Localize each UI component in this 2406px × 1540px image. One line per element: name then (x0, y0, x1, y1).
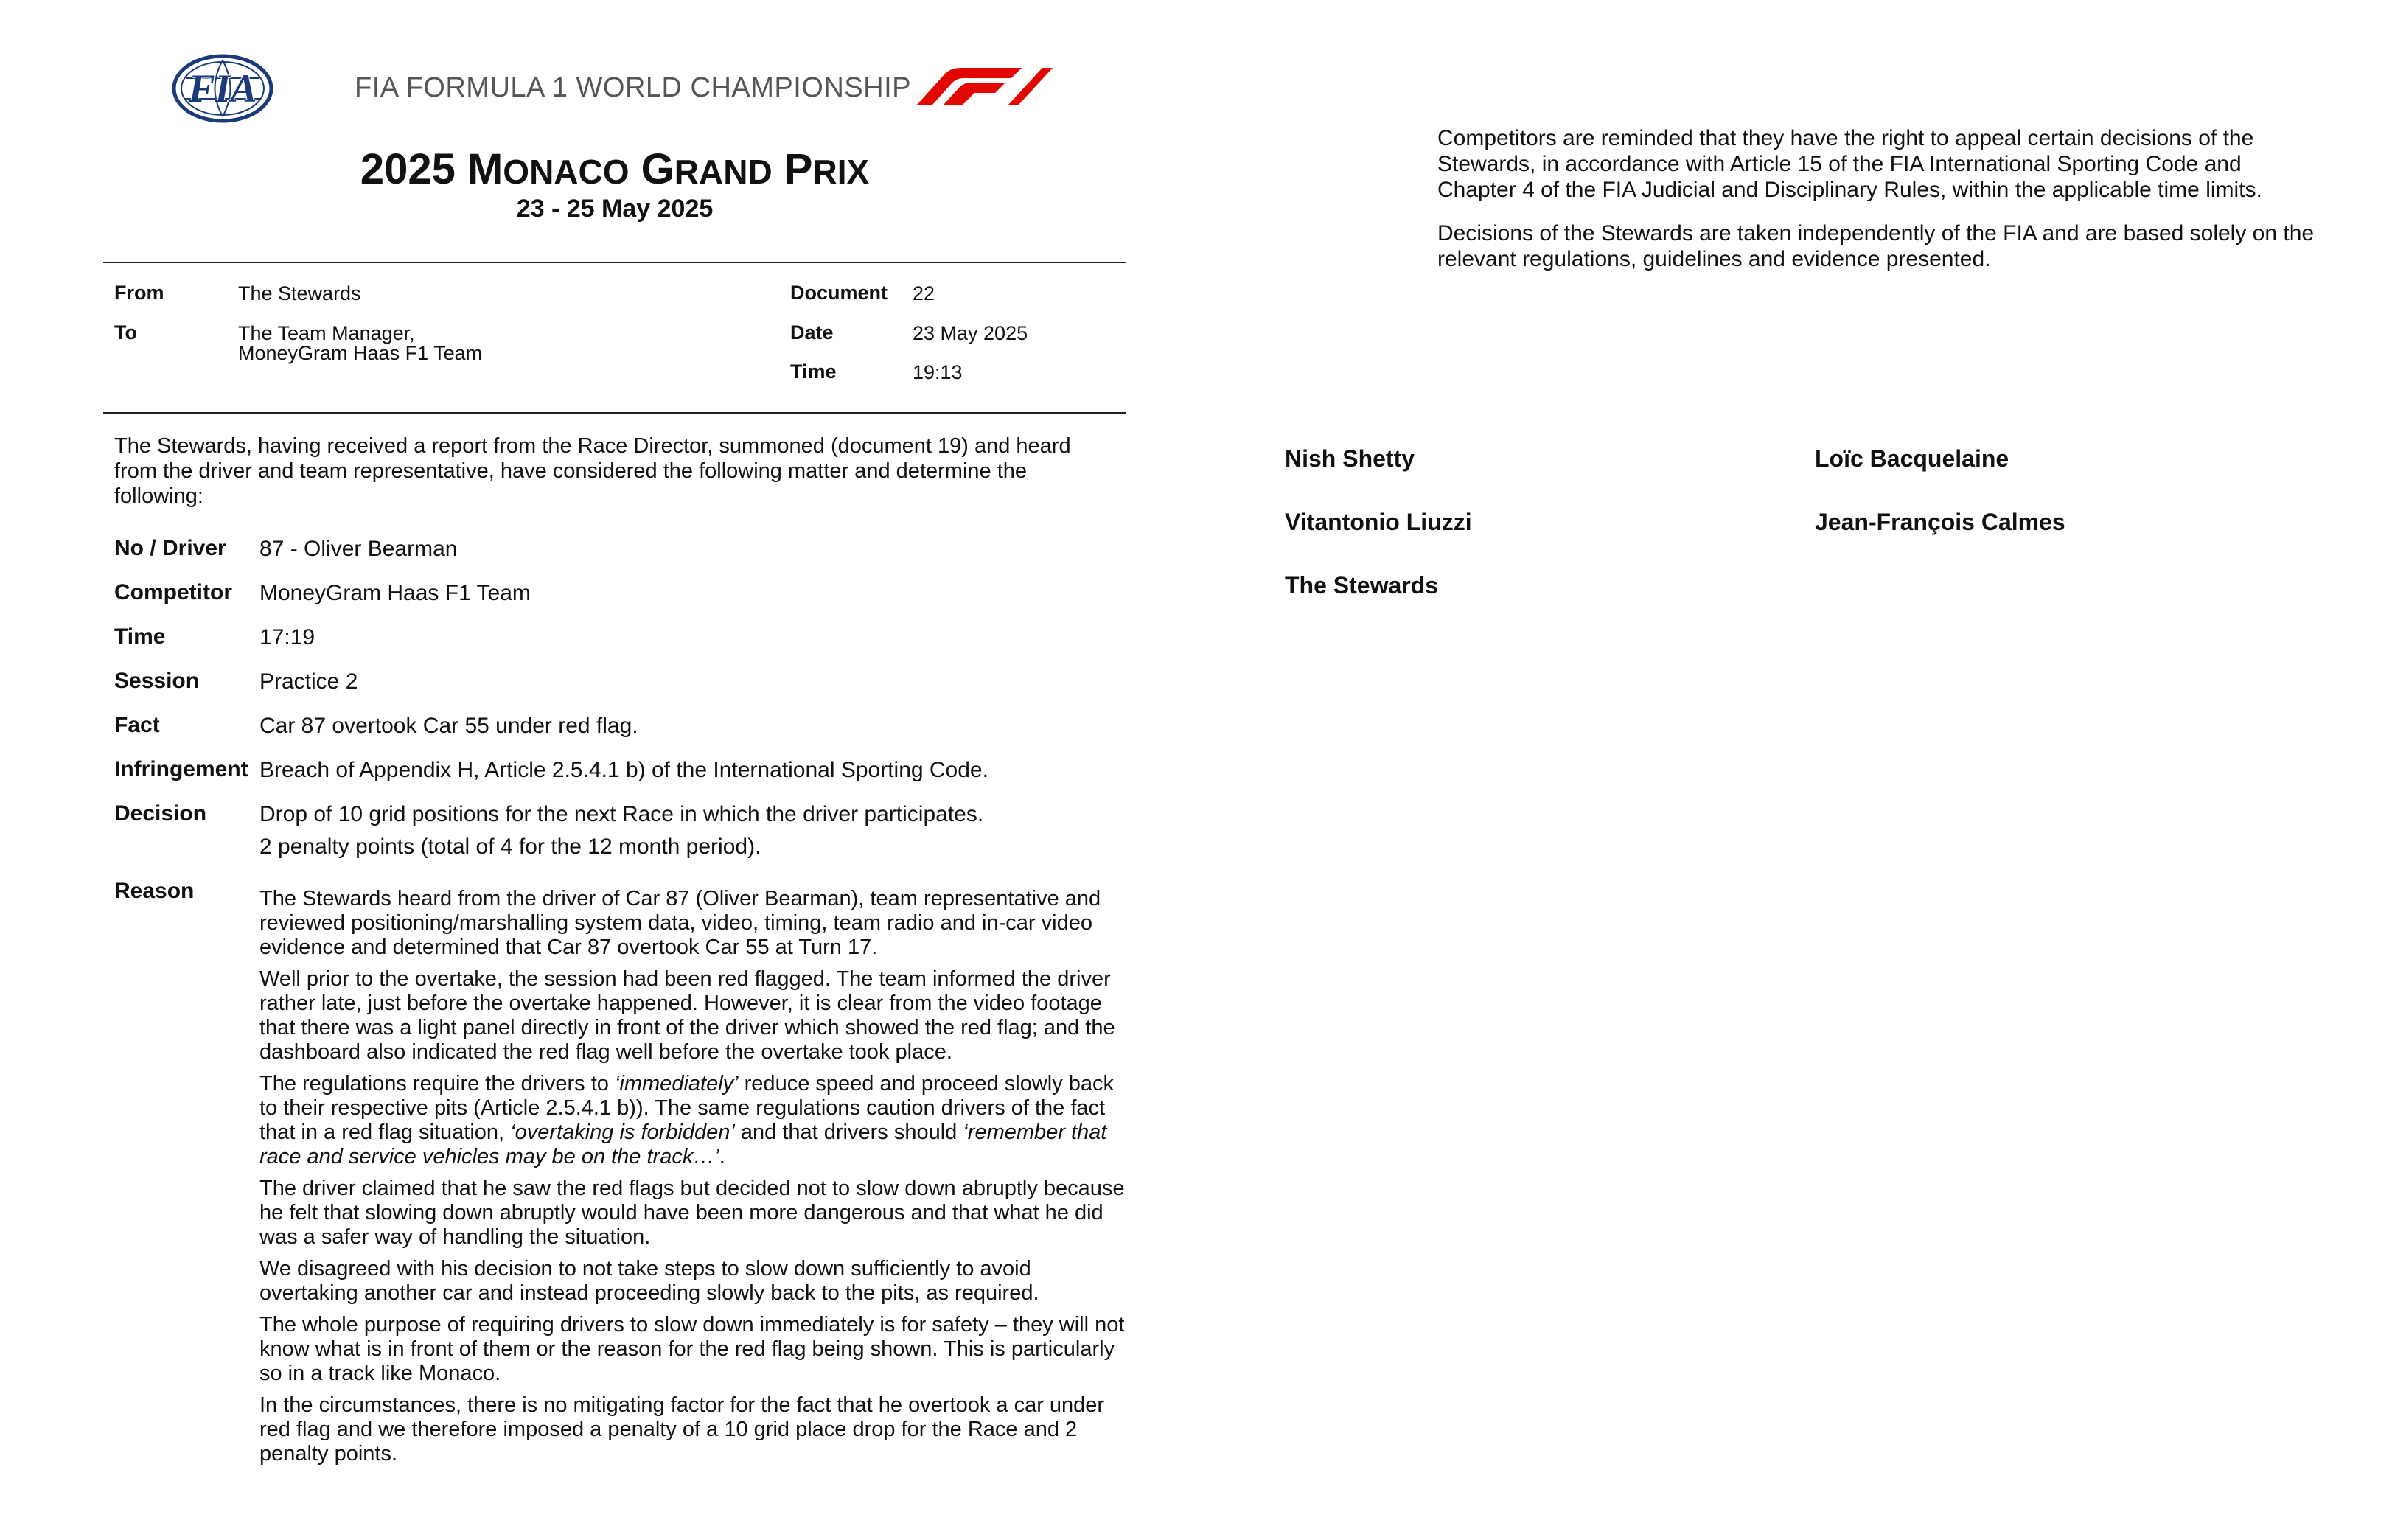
event-dates: 23 - 25 May 2025 (516, 195, 714, 223)
fia-logo-text: FIA (188, 66, 257, 111)
time-row-value: 17:19 (259, 625, 315, 649)
competitor-value: MoneyGram Haas F1 Team (259, 581, 531, 605)
divider-bottom (103, 412, 1126, 414)
time-row-label: Time (114, 624, 166, 649)
document-label: Document (790, 282, 888, 304)
appeal-notice (1437, 125, 2322, 290)
f1-logo-text: F1 (911, 66, 913, 67)
steward-signature-2: Loïc Bacquelaine (1815, 445, 2009, 472)
event-title: 2025 MONACO GRAND PRIX (360, 145, 870, 193)
reason-paragraph-2: Well prior to the overtake, the session had been red flagged. The team informed the driver rather late, just before the overtake happened. However, it is clear from the video footage that there was a light panel directly in front of the driver which showed the red flag; and the dashboard also indicated the red flag well before the overtake took place. (259, 967, 1115, 1064)
championship-title: FIA FORMULA 1 WORLD CHAMPIONSHIP (355, 72, 911, 103)
stewards-footer: The Stewards (1285, 572, 1439, 599)
fact-value: Car 87 overtook Car 55 under red flag. (259, 714, 638, 738)
intro-paragraph: The Stewards, having received a report from the Race Director, summoned (document 19) and heard from the driver and team representative, have considered the following matter and determine the following: (114, 434, 1071, 508)
f1-logo (911, 66, 1053, 106)
time-value: 19:13 (913, 361, 963, 383)
reason-text (259, 887, 1126, 1474)
reason-paragraph-7: In the circumstances, there is no mitigating factor for the fact that he overtook a car under red flag and we therefore imposed a penalty of a 10 grid place drop for the Race and 2 penalty points. (259, 1393, 1105, 1466)
driver-label: No / Driver (114, 536, 226, 560)
reason-paragraph-3: The regulations require the drivers to ‘immediately’ reduce speed and proceed slowly back to their respective pits (Article 2.5.4.1 b)). The same regulations caution drivers of the fact that in a red flag situation, ‘overtaking is forbidden’ and that drivers should ‘remember that race and service vehicles may be on the track…’. (259, 1072, 1115, 1168)
steward-signature-4: Jean-François Calmes (1815, 509, 2065, 535)
reason-paragraph-6: The whole purpose of requiring drivers to slow down immediately is for safety – they will not know what is in front of them or the reason for the red flag being shown. This is particularly so in a track like Monaco. (259, 1313, 1125, 1385)
appeal-paragraph-2: Decisions of the Stewards are taken independently of the FIA and are based solely on the relevant regulations, guidelines and evidence presented. (1437, 221, 2315, 271)
reason-paragraph-1: The Stewards heard from the driver of Car 87 (Oliver Bearman), team representative and reviewed positioning/marshalling system data, video, timing, team radio and in-car video evidence and determined that Car 87 overtook Car 55 at Turn 17. (259, 887, 1101, 959)
from-label: From (114, 282, 164, 304)
decision-value-line2: 2 penalty points (total of 4 for the 12 month period). (259, 835, 761, 859)
document-value: 22 (913, 282, 935, 304)
competitor-label: Competitor (114, 580, 232, 604)
divider-top (103, 262, 1126, 263)
date-value: 23 May 2025 (913, 322, 1028, 344)
fact-label: Fact (114, 713, 160, 737)
infringement-value: Breach of Appendix H, Article 2.5.4.1 b) of the International Sporting Code. (259, 758, 988, 782)
appeal-paragraph-1: Competitors are reminded that they have the right to appeal certain decisions of the Stewards, in accordance with Article 15 of the FIA International Sporting Code and Chapter 4 of the FIA Judicial and Disciplinary Rules, within the applicable time limits. (1437, 126, 2262, 202)
driver-value: 87 - Oliver Bearman (259, 537, 458, 561)
decision-label: Decision (114, 801, 207, 826)
session-label: Session (114, 669, 200, 693)
to-value-line1: The Team Manager, (238, 322, 415, 344)
from-value: The Stewards (238, 282, 361, 304)
decision-value-line1: Drop of 10 grid positions for the next Race in which the driver participates. (259, 802, 984, 826)
reason-label: Reason (114, 879, 195, 903)
time-label: Time (790, 360, 837, 383)
infringement-label: Infringement (114, 757, 248, 781)
reason-paragraph-4: The driver claimed that he saw the red flags but decided not to slow down abruptly because he felt that slowing down abruptly would have been more dangerous and that what he did was a safer way of handling the situation. (259, 1177, 1125, 1249)
fia-logo (172, 53, 273, 124)
to-value-line2: MoneyGram Haas F1 Team (238, 342, 483, 364)
date-label: Date (790, 321, 834, 344)
steward-signature-3: Vitantonio Liuzzi (1285, 509, 1472, 535)
steward-signature-1: Nish Shetty (1285, 445, 1415, 472)
reason-paragraph-5: We disagreed with his decision to not take steps to slow down sufficiently to avoid overtaking another car and instead proceeding slowly back to the pits, as required. (259, 1257, 1039, 1305)
to-label: To (114, 321, 137, 344)
session-value: Practice 2 (259, 669, 358, 694)
